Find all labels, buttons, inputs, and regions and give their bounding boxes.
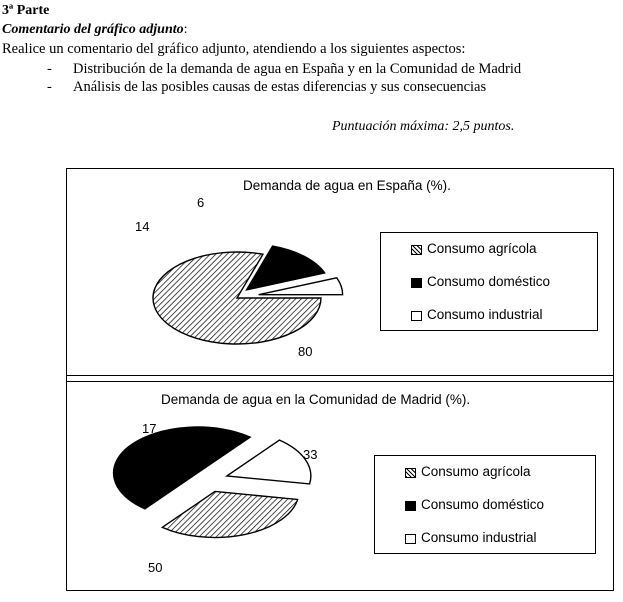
pie-spain [135,195,343,359]
pie-madrid [114,421,318,575]
section-title-colon: : [183,22,188,37]
bullet-dash: - [47,61,52,77]
legend-label: Consumo industrial [427,307,543,322]
legend-label: Consumo agrícola [427,241,537,256]
pie-value-label: 14 [135,219,150,234]
instruction-text: Realice un comentario del gráfico adjunto, atendiendo a los siguientes aspectos: [2,41,466,57]
pie-value-label: 50 [148,560,163,575]
score-note: Puntuación máxima: 2,5 puntos. [332,119,515,134]
pie-value-label: 17 [142,421,157,436]
bullet-dash: - [47,79,52,95]
pie-value-label: 6 [197,195,205,210]
legend-label: Consumo doméstico [427,274,551,289]
pie-slice-consumo-agrícola [162,491,297,537]
bullet-text: Distribución de la demanda de agua en España y en la Comunidad de Madrid [73,61,522,77]
section-title-text: Comentario del gráfico adjunto [2,22,184,37]
bullet-text: Análisis de las posibles causas de estas diferencias y sus consecuencias [73,79,487,95]
legend-label: Consumo agrícola [421,464,531,479]
chart-title-spain: Demanda de agua en España (%). [243,178,451,193]
pie-value-label: 80 [298,344,313,359]
legend-label: Consumo doméstico [421,497,545,512]
part-heading: 3ª Parte [2,3,50,18]
legend-label: Consumo industrial [421,530,537,545]
pie-value-label: 33 [303,447,318,462]
pie-slice-consumo-industrial [227,440,311,484]
chart-title-madrid: Demanda de agua en la Comunidad de Madrid (%). [161,392,471,407]
